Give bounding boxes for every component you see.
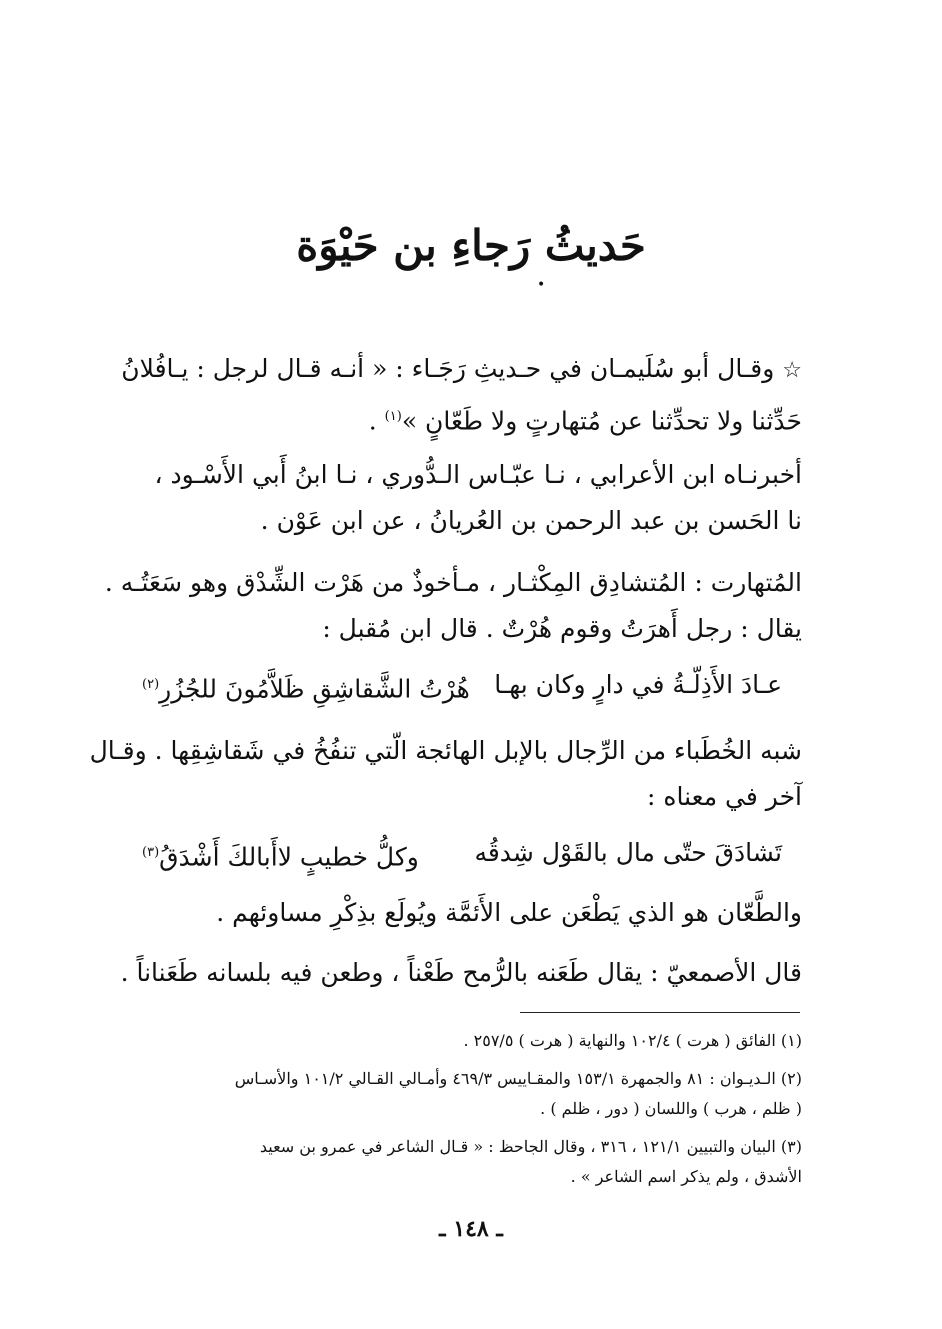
paragraph-4 [89,728,802,820]
footnote-divider [520,1012,800,1013]
page-number: ـ ١٤٨ ـ [439,1216,503,1242]
verse-2 [142,830,782,876]
paragraph-6 [120,950,802,996]
verse-1-second-text: هُرْتُ الشَّقاشِقِ ظَلاَّمُونَ للجُزُرِ [159,674,470,704]
paragraph-4-line-2: آخر في معناه : [647,782,802,811]
paragraph-1 [121,346,802,444]
footnote-2 [137,1064,802,1124]
footnote-2-line-2: ( ظلم ، هرب ) واللسان ( دور ، ظلم ) . [540,1099,802,1118]
paragraph-2-line-1: أخبرنـاه ابن الأعرابي ، نـا عبّـاس الـدُّوري ، نـا ابنُ أَبي الأَسْـود ، [154,460,802,489]
footnote-ref-1: (١) [384,409,402,424]
paragraph-2-line-2: نا الحَسن بن عبد الرحمن بن العُريانُ ، عن ابن عَوْن . [260,506,802,535]
paragraph-4-line-1: شبه الخُطَباء من الرِّجال بالإبل الهائجة الّتي تنفُخُ في شَقاشِقِها . وقـال [89,736,802,765]
paragraph-2 [127,452,802,544]
paragraph-3-line-2: يقال : رجل أَهرَتُ وقوم هُرْتٌ . قال ابن مُقبل : [322,614,802,643]
footnote-3 [137,1132,802,1192]
verse-2-second-hemistich [142,830,419,880]
footnote-2-line-1: (٢) الـديـوان : ٨١ والجمهرة ١٥٣/١ والمقـاييس ٤٦٩/٣ وأمـالي القـالي ١٠١/٢ والأسـاس [234,1069,802,1088]
paragraph-5 [127,890,802,936]
paragraph-3 [104,560,802,652]
verse-2-second-text: وكلُّ خطيبٍ لاأَبالكَ أَشْدَقُ [159,842,419,872]
title-ornament-dot: • [537,277,546,293]
footnote-3-line-2: الأشدق ، ولم يذكر اسم الشاعر » . [570,1167,802,1186]
verse-1 [142,662,782,708]
verse-1-first-hemistich: عـادَ الأَذِلّـةُ في دارٍ وكان بهـا [494,670,782,699]
star-icon: ☆ [782,358,802,383]
paragraph-5-line-1: والطَّعّان هو الذي يَطْعَن على الأَئمَّة ويُولَع بذِكْرِ مساوئهم . [216,898,802,927]
paragraph-1-line-1 [121,346,802,394]
section-title: حَديثُ رَجاءِ بن حَيْوَة [296,221,646,270]
paragraph-1-line-2 [127,394,802,444]
verse-1-second-hemistich [142,662,470,712]
footnote-ref-3: (٣) [142,845,160,860]
paragraph-3-line-1: المُتهارت : المُتشادِق المِكْثـار ، مـأخوذٌ من هَرْت الشِّدْق وهو سَعَتُـه . [104,568,802,597]
paragraph-6-line-1: قال الأصمعيّ : يقال طَعَنه بالرُّمح طَعْناً ، وطعن فيه بلسانه طَعَناناً . [120,958,802,987]
paragraph-1-end: . [368,406,385,436]
footnote-ref-2: (٢) [142,677,160,692]
paragraph-1-text-2: حَدِّثنا ولا تحدِّثنا عن مُتهارتٍ ولا طَعّانٍ » [401,406,802,436]
footnote-3-line-1: (٣) البيان والتبيين ١٢١/١ ، ٣١٦ ، وقال الجاحظ : « قـال الشاعر في عمرو بن سعيد [259,1137,802,1156]
footnote-1-line-1: (١) الفائق ( هرت ) ١٠٢/٤ والنهاية ( هرت ) ٢٥٧/٥ . [463,1031,802,1050]
paragraph-1-text-1: وقـال أبو سُلَيمـان في حـديثِ رَجَـاء : « أنـه قـال لرجل : يـافُلانُ [121,354,775,383]
verse-2-first-hemistich: تَشادَقَ حتّى مال بالقَوْل شِدقُه [474,838,782,867]
footnote-1 [137,1026,802,1056]
